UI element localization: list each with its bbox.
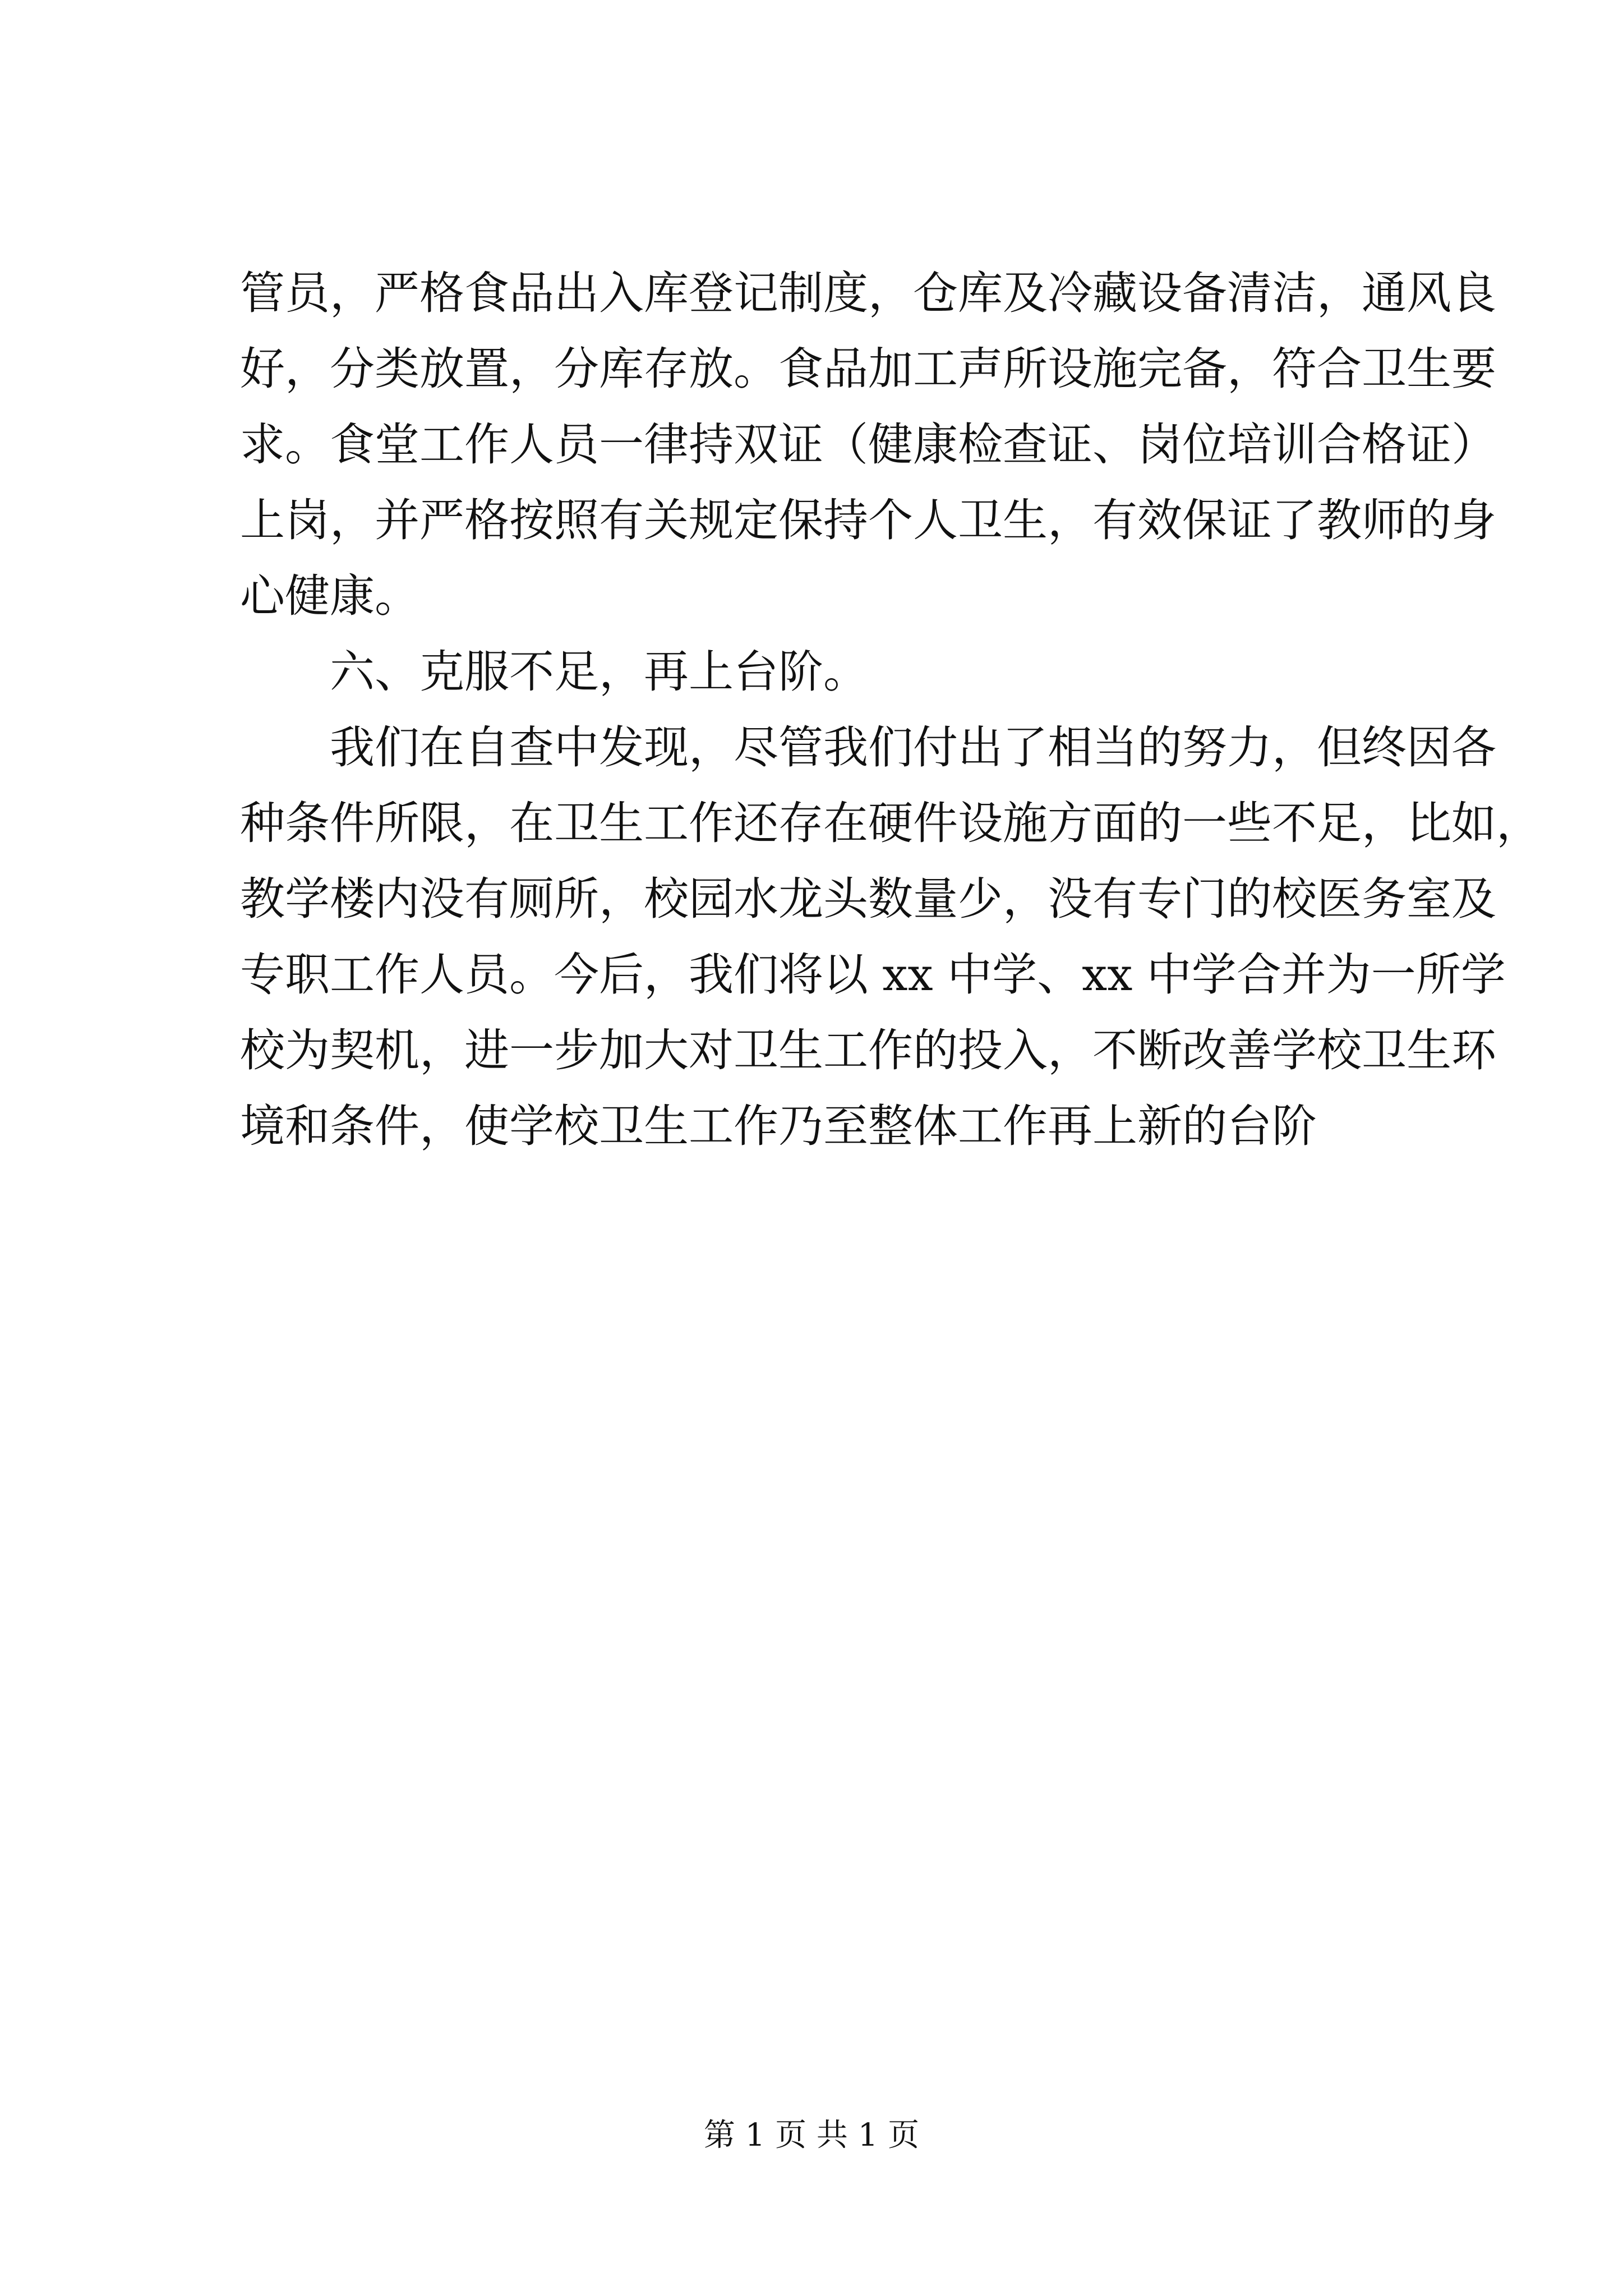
paragraph-line: 管员，严格食品出入库登记制度，仓库及冷藏设备清洁，通风良 [240, 267, 1496, 319]
paragraph-line: 心健康。 [240, 570, 419, 622]
paragraph-line: 境和条件，使学校卫生工作乃至整体工作再上新的台阶 [240, 1100, 1317, 1152]
paragraph-line: 好，分类放置，分库存放。食品加工声所设施完备，符合卫生要 [240, 343, 1496, 395]
paragraph-shortcomings [240, 710, 1541, 1164]
paragraph-line: 校为契机，进一步加大对卫生工作的投入，不断改善学校卫生环 [240, 1024, 1496, 1076]
paragraph-line: 求。食堂工作人员一律持双证（健康检查证、岗位培训合格证） [240, 418, 1496, 471]
document-body [240, 255, 1541, 1164]
paragraph-line: 专职工作人员。今后，我们将以 xx 中学、xx 中学合并为一所学 [240, 949, 1506, 1001]
paragraph-line: 种条件所限，在卫生工作还存在硬件设施方面的一些不足，比如， [240, 797, 1541, 849]
section-heading: 六、克服不足，再上台阶。 [330, 646, 868, 698]
paragraph-canteen-hygiene [240, 255, 1496, 634]
paragraph-line: 上岗，并严格按照有关规定保持个人卫生，有效保证了教师的身 [240, 494, 1496, 546]
page-number-footer: 第 1 页 共 1 页 [703, 2117, 920, 2154]
paragraph-line: 教学楼内没有厕所，校园水龙头数量少，没有专门的校医务室及 [240, 873, 1496, 925]
paragraph-line: 我们在自查中发现，尽管我们付出了相当的努力，但终因各 [330, 721, 1496, 774]
